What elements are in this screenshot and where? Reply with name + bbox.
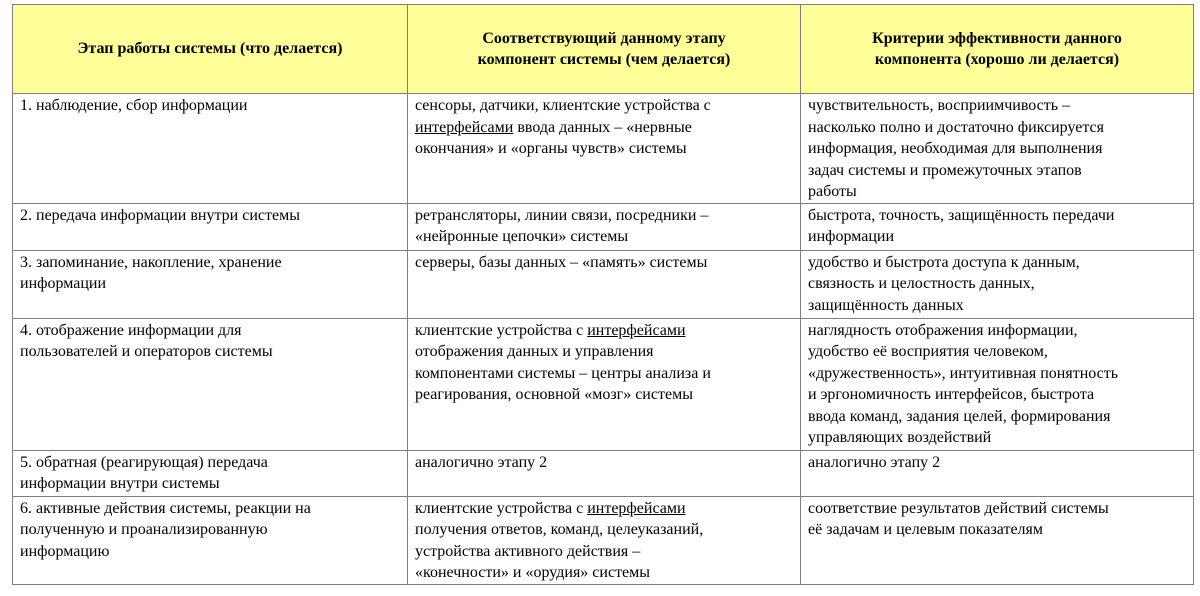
stage-line: 4. отображение информации для <box>20 321 242 339</box>
component-cell <box>408 450 801 496</box>
interfaces-link[interactable]: интерфейсами <box>587 499 686 517</box>
text-run: ретрансляторы, линии связи, посредники – <box>415 206 709 224</box>
criteria-line: наглядность отображения информации, <box>808 321 1078 339</box>
criteria-line: соответствие результатов действий системы <box>808 499 1109 517</box>
system-stages-table <box>12 4 1194 585</box>
criteria-cell <box>801 203 1194 250</box>
component-cell <box>408 318 801 450</box>
stage-line: 3. запоминание, накопление, хранение <box>20 253 282 271</box>
component-line <box>415 519 793 541</box>
stage-line: 1. наблюдение, сбор информации <box>20 97 248 114</box>
stage-line: полученную и проанализированную <box>20 521 268 538</box>
component-line <box>415 252 793 274</box>
component-line <box>415 320 793 342</box>
criteria-line: управляющих воздействий <box>808 429 992 446</box>
stage-line: информации <box>20 275 107 292</box>
component-cell <box>408 250 801 318</box>
stage-cell <box>13 94 408 204</box>
criteria-line: удобство и быстрота доступа к данным, <box>808 253 1080 271</box>
criteria-line: информации <box>808 228 895 245</box>
header-criteria-line: компонента (хорошо ли делается) <box>874 51 1120 68</box>
text-run: получения ответов, команд, целеуказаний, <box>415 521 704 538</box>
criteria-cell <box>801 94 1194 204</box>
text-run: компонентами системы – центры анализа и <box>415 364 711 382</box>
table-row <box>13 203 1194 250</box>
criteria-line: информация, необходимая для выполнения <box>808 140 1103 157</box>
stage-line: информации внутри системы <box>20 475 220 492</box>
header-criteria-line: Критерии эффективности данного <box>872 29 1122 47</box>
header-component-line: компонент системы (чем делается) <box>477 51 731 68</box>
text-run: клиентские устройства с <box>415 499 588 517</box>
stage-cell <box>13 450 408 496</box>
criteria-line: работы <box>808 183 857 200</box>
component-line <box>415 452 793 474</box>
criteria-line: защищённость данных <box>808 296 964 314</box>
text-run: «нейронные цепочки» системы <box>415 228 629 245</box>
criteria-cell <box>801 250 1194 318</box>
stage-line: 5. обратная (реагирующая) передача <box>20 453 268 471</box>
table-row <box>13 250 1194 318</box>
criteria-line: чувствительность, восприимчивость – <box>808 97 1071 114</box>
interfaces-link[interactable]: интерфейсами <box>587 321 686 339</box>
stage-line: информацию <box>20 542 110 560</box>
text-run: устройства активного действия – <box>415 542 641 560</box>
component-line <box>415 117 793 139</box>
table-row <box>13 94 1194 204</box>
criteria-line: связность и целостность данных, <box>808 275 1035 292</box>
criteria-cell <box>801 318 1194 450</box>
criteria-line: быстрота, точность, защищённость передачи <box>808 206 1115 224</box>
header-row <box>13 5 1194 94</box>
header-stage <box>13 5 408 94</box>
component-cell <box>408 496 801 584</box>
component-cell <box>408 203 801 250</box>
header-criteria <box>801 5 1194 94</box>
criteria-line: её задачам и целевым показателям <box>808 521 1044 538</box>
component-line <box>415 226 793 248</box>
component-line <box>415 541 793 563</box>
header-stage-line: Этап работы системы (что делается) <box>77 40 343 58</box>
text-run: отображения данных и управления <box>415 343 654 360</box>
criteria-cell <box>801 496 1194 584</box>
component-line <box>415 562 793 584</box>
text-run: «конечности» и «орудия» системы <box>415 564 651 581</box>
stage-line: 2. передача информации внутри системы <box>20 206 300 224</box>
interfaces-link[interactable]: интерфейсами <box>415 118 514 136</box>
text-run: реагирования, основной «мозг» системы <box>415 386 693 403</box>
component-cell <box>408 94 801 204</box>
stage-cell <box>13 318 408 450</box>
stage-cell <box>13 496 408 584</box>
component-line <box>415 363 793 385</box>
component-line <box>415 341 793 363</box>
criteria-line: и эргономичность интерфейсов, быстрота <box>808 386 1095 403</box>
component-line <box>415 138 793 160</box>
criteria-cell <box>801 450 1194 496</box>
table-row <box>13 450 1194 496</box>
component-line <box>415 205 793 227</box>
criteria-line: ввода команд, задания целей, формирования <box>808 407 1111 425</box>
table-row <box>13 496 1194 584</box>
criteria-line: удобство её восприятия человеком, <box>808 343 1048 360</box>
component-line <box>415 498 793 520</box>
component-line <box>415 384 793 406</box>
criteria-line: «дружественность», интуитивная понятность <box>808 364 1119 382</box>
stage-line: пользователей и операторов системы <box>20 343 273 360</box>
text-run: сенсоры, датчики, клиентские устройства с <box>415 97 711 114</box>
text-run: ввода данных – «нервные <box>513 118 692 136</box>
criteria-line: насколько полно и достаточно фиксируется <box>808 118 1105 136</box>
text-run: клиентские устройства с <box>415 321 588 339</box>
text-run: серверы, базы данных – «память» системы <box>415 253 708 271</box>
stage-cell <box>13 203 408 250</box>
text-run: окончания» и «органы чувств» системы <box>415 140 687 157</box>
stage-cell <box>13 250 408 318</box>
criteria-line: задач системы и промежуточных этапов <box>808 161 1082 179</box>
header-component-line: Соответствующий данному этапу <box>482 29 726 47</box>
header-component <box>408 5 801 94</box>
table-row <box>13 318 1194 450</box>
stage-line: 6. активные действия системы, реакции на <box>20 499 311 517</box>
component-line <box>415 95 793 117</box>
text-run: аналогично этапу 2 <box>415 453 548 471</box>
criteria-line: аналогично этапу 2 <box>808 453 941 471</box>
